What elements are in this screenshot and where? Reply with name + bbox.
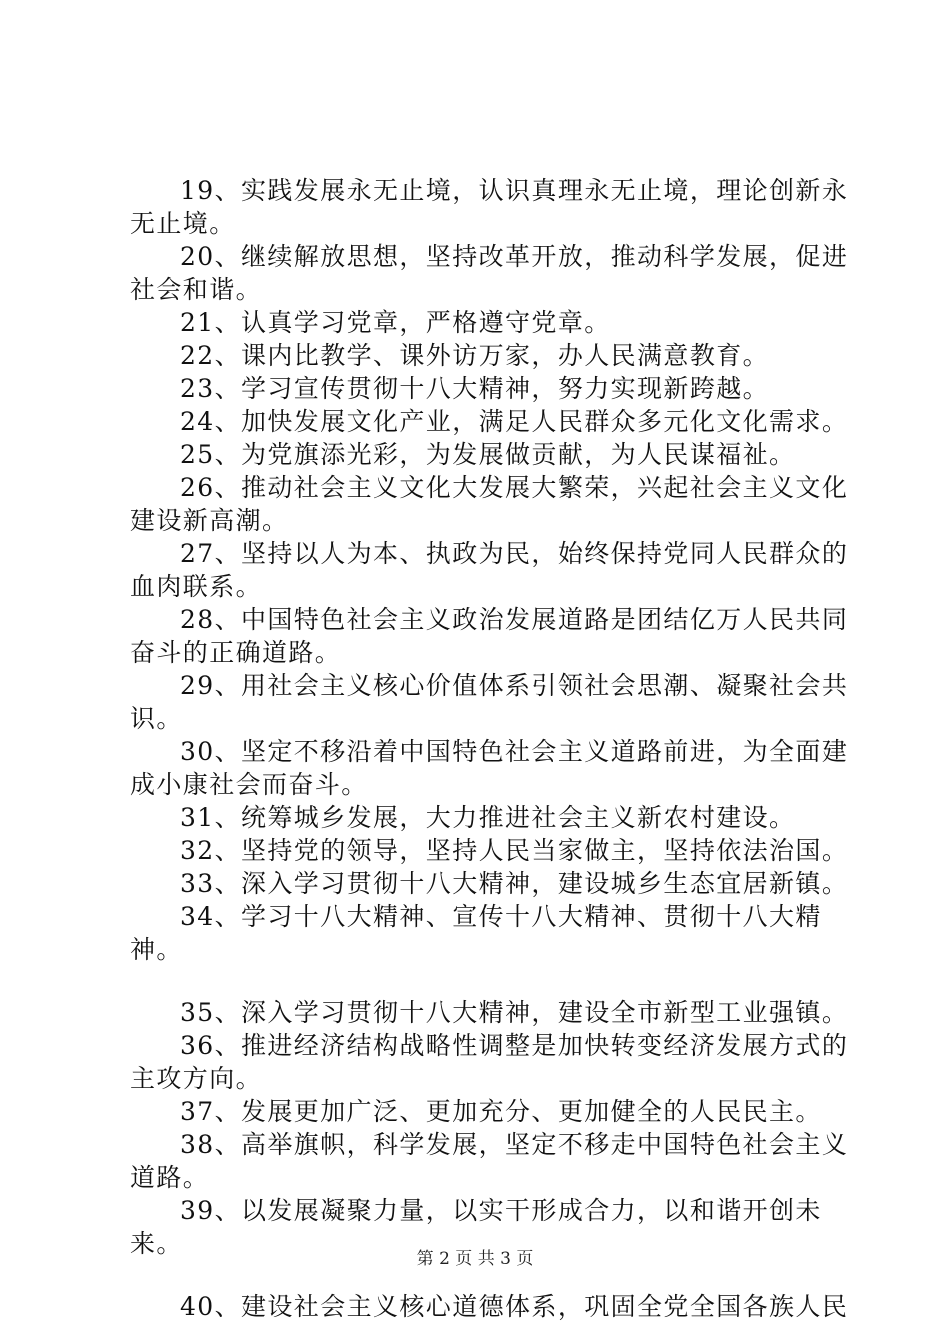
- document-body: [130, 174, 850, 1323]
- item-40: 40、建设社会主义核心道德体系，巩固全党全国各族人民: [180, 1292, 849, 1321]
- item-34: 34、学习十八大精神、宣传十八大精神、贯彻十八大精神。: [130, 902, 822, 964]
- item-21: 21、认真学习党章，严格遵守党章。: [180, 308, 611, 337]
- item-37: 37、发展更加广泛、更加充分、更加健全的人民民主。: [180, 1097, 822, 1126]
- item-35: 35、深入学习贯彻十八大精神，建设全市新型工业强镇。: [180, 998, 849, 1027]
- item-31: 31、统筹城乡发展，大力推进社会主义新农村建设。: [180, 803, 796, 832]
- item-24: 24、加快发展文化产业，满足人民群众多元化文化需求。: [180, 407, 849, 436]
- item-26: 26、推动社会主义文化大发展大繁荣，兴起社会主义文化建设新高潮。: [130, 473, 849, 535]
- item-39: 39、以发展凝聚力量，以实干形成合力，以和谐开创未来。: [130, 1196, 822, 1258]
- item-25: 25、为党旗添光彩，为发展做贡献，为人民谋福祉。: [180, 440, 796, 469]
- item-27: 27、坚持以人为本、执政为民，始终保持党同人民群众的血肉联系。: [130, 539, 849, 601]
- item-32: 32、坚持党的领导，坚持人民当家做主，坚持依法治国。: [180, 836, 849, 865]
- item-36: 36、推进经济结构战略性调整是加快转变经济发展方式的主攻方向。: [130, 1031, 849, 1093]
- item-33: 33、深入学习贯彻十八大精神，建设城乡生态宜居新镇。: [180, 869, 849, 898]
- item-29: 29、用社会主义核心价值体系引领社会思潮、凝聚社会共识。: [130, 671, 849, 733]
- item-28: 28、中国特色社会主义政治发展道路是团结亿万人民共同奋斗的正确道路。: [130, 605, 849, 667]
- item-20: 20、继续解放思想，坚持改革开放，推动科学发展，促进社会和谐。: [130, 242, 849, 304]
- item-38: 38、高举旗帜，科学发展，坚定不移走中国特色社会主义道路。: [130, 1130, 849, 1192]
- item-22: 22、课内比教学、课外访万家，办人民满意教育。: [180, 341, 770, 370]
- item-23: 23、学习宣传贯彻十八大精神，努力实现新跨越。: [180, 374, 770, 403]
- item-19: 19、实践发展永无止境，认识真理永无止境，理论创新永无止境。: [130, 176, 849, 238]
- page-footer: 第 2 页 共 3 页: [416, 1249, 534, 1269]
- item-30: 30、坚定不移沿着中国特色社会主义道路前进，为全面建成小康社会而奋斗。: [130, 737, 849, 799]
